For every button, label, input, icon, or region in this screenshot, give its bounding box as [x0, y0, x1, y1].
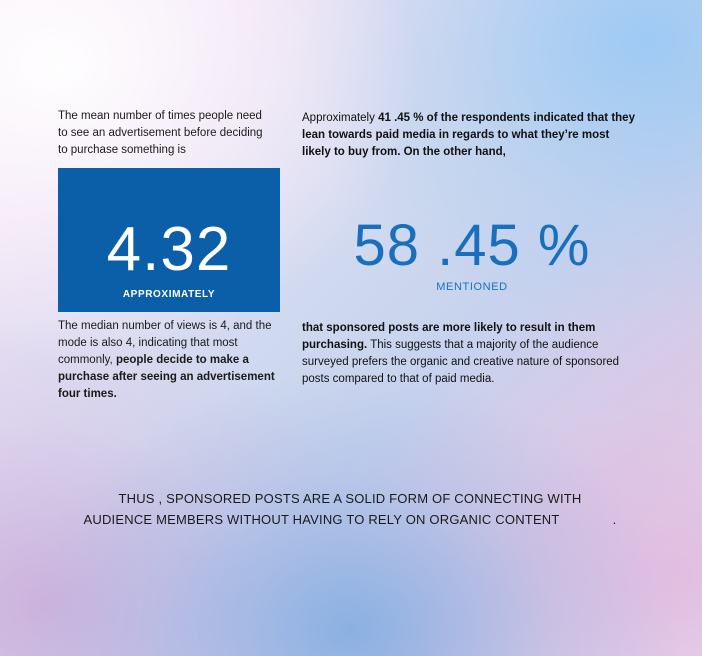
left-below-plain: The median number of views is 4, and the mode is also 4, indicating that most commonly,: [58, 320, 272, 366]
right-stat-number: 58 .45 %: [353, 213, 591, 278]
right-below-text: [302, 320, 632, 388]
left-intro-text: The mean number of times people need to see an advertisement before deciding to purchase something is: [58, 110, 263, 156]
left-column: [58, 108, 280, 159]
left-stat-caption: APPROXIMATELY: [122, 289, 216, 300]
left-stat-box: [58, 168, 280, 312]
left-below-text: [58, 318, 288, 403]
right-below-plain: This suggests that a majority of the audience surveyed prefers the organic and creative nature of sponsored posts compared to that of paid media.: [302, 339, 620, 385]
left-stat-number: 4.32: [106, 215, 232, 284]
right-stat-block: [312, 215, 632, 293]
left-below-bold: people decide to make a purchase after seeing an advertisement four times.: [58, 354, 275, 400]
right-below-bold: that sponsored posts are more likely to result in them purchasing.: [302, 322, 596, 351]
footer-line-2: AUDIENCE MEMBERS WITHOUT HAVING TO RELY ON ORGANIC CONTENT .: [83, 512, 617, 527]
footer-statement: [60, 488, 640, 530]
right-top-text: [302, 110, 638, 161]
right-stat-caption: MENTIONED: [436, 281, 508, 293]
right-column: [302, 110, 638, 161]
right-top-plain: Approximately: [302, 112, 375, 124]
footer-line-1: THUS , SPONSORED POSTS ARE A SOLID FORM OF CONNECTING WITH: [118, 491, 582, 506]
right-top-bold: 41 .45 % of the respondents indicated that they lean towards paid media in regards to what they’re most likely to buy from. On the other hand,: [302, 112, 635, 158]
